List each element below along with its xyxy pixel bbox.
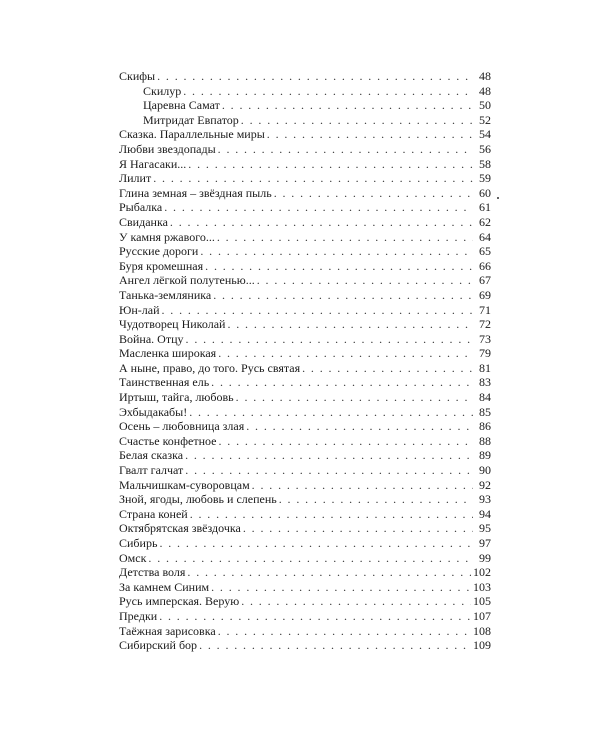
toc-entry-title: Рыбалка [119,200,163,215]
toc-entry-page-number: 69 [479,287,491,302]
toc-entry-page-number: 48 [479,69,491,83]
toc-entry-page-number: 62 [479,214,491,229]
toc-entry-title: Танька-земляника [119,287,212,302]
dot-leader [211,580,471,595]
dot-leader [218,346,473,361]
toc-entry-page-number: 108 [473,623,491,638]
toc-entry [119,624,491,639]
toc-entry-page-number: 85 [479,404,491,419]
toc-entry [119,638,491,653]
toc-entry [119,405,491,420]
toc-entry-title: Скифы [119,69,156,83]
toc-entry-page-number: 50 [479,98,491,113]
toc-entry [119,215,491,230]
dot-leader [188,157,473,172]
toc-entry-page-number: 97 [479,536,491,550]
toc-entry-title: Иртыш, тайга, любовь [119,390,234,405]
toc-entry-title: За камнем Синим [119,579,210,594]
dot-leader [159,536,473,551]
toc-entry [119,303,491,318]
toc-entry-title: Митридат Евпатор [143,112,239,127]
toc-entry [119,127,491,142]
toc-entry-title: Русь имперская. Верую [119,594,240,609]
toc-entry-title: Я Нагасаки... [119,156,187,171]
dot-leader [241,594,471,609]
toc-entry-title: Белая сказка [119,448,184,463]
toc-entry-page-number: 56 [479,141,491,156]
toc-entry-page-number: 86 [479,419,491,434]
dot-leader [222,98,473,113]
dot-leader [186,332,473,347]
toc-entry-title: Война. Отцу [119,331,184,346]
dot-leader [187,565,471,580]
toc-entry [119,434,491,449]
dot-leader [218,142,473,157]
dot-leader [170,215,473,230]
toc-entry-title: Русские дороги [119,244,199,259]
toc-entry-title: Сибирь [119,536,158,550]
toc-entry-title: Октябрятская звёздочка [119,521,241,536]
dot-leader [211,375,473,390]
toc-entry [119,69,491,84]
dot-leader [257,273,473,288]
toc-entry-page-number: 60 [479,185,491,200]
toc-entry-page-number: 103 [473,579,491,594]
toc-entry-title: Осень – любовница злая [119,419,245,434]
toc-entry-page-number: 109 [473,638,491,653]
toc-entry-page-number: 105 [473,594,491,609]
dot-leader [267,127,473,142]
toc-entry-page-number: 54 [479,127,491,142]
dot-leader [162,303,474,318]
print-speck [497,197,499,199]
dot-leader [185,448,473,463]
toc-subentry [119,84,491,99]
toc-entry-title: Страна коней [119,506,188,521]
toc-entry-title: Буря кромешная [119,258,204,273]
toc-entry [119,317,491,332]
toc-entry-page-number: 89 [479,448,491,463]
dot-leader [218,624,471,639]
toc-entry-title: Ангел лёгкой полутенью... [119,273,255,288]
toc-entry-title: Любви звездопады [119,141,216,156]
toc-entry [119,492,491,507]
table-of-contents [119,69,491,653]
toc-entry-title: Эхбыдакабы! [119,404,188,419]
toc-entry-page-number: 88 [479,433,491,448]
dot-leader [205,259,473,274]
toc-entry-title: Чудотворец Николай [119,317,226,332]
toc-entry-page-number: 90 [479,463,491,478]
toc-entry-page-number: 48 [479,83,491,98]
toc-entry [119,361,491,376]
dot-leader [279,492,473,507]
toc-entry-page-number: 99 [479,550,491,565]
toc-entry [119,186,491,201]
dot-leader [190,507,473,522]
toc-entry [119,390,491,405]
dot-leader [189,405,473,420]
toc-entry [119,463,491,478]
toc-entry-page-number: 84 [479,390,491,405]
toc-entry [119,478,491,493]
dot-leader [213,288,473,303]
toc-entry-page-number: 83 [479,375,491,390]
toc-entry [119,507,491,522]
toc-entry-page-number: 102 [473,565,491,580]
toc-entry-page-number: 81 [479,360,491,375]
toc-entry-title: Царевна Самат [143,98,220,113]
toc-entry [119,594,491,609]
toc-entry-title: Свиданка [119,214,168,229]
toc-entry-title: Таинственная ель [119,375,210,390]
toc-entry [119,565,491,580]
toc-entry-title: Зной, ягоды, любовь и слепень [119,492,277,507]
dot-leader [157,69,473,84]
toc-entry [119,536,491,551]
toc-entry [119,551,491,566]
dot-leader [227,317,473,332]
toc-entry [119,259,491,274]
toc-entry-page-number: 94 [479,506,491,521]
toc-entry-title: Сказка. Параллельные миры [119,127,265,142]
dot-leader [200,244,473,259]
toc-entry-page-number: 67 [479,273,491,288]
toc-entry-title: Юн-лай [119,302,160,317]
toc-entry-title: Сибирский бор [119,638,198,653]
toc-entry-page-number: 79 [479,346,491,361]
toc-entry-page-number: 65 [479,244,491,259]
dot-leader [274,186,473,201]
toc-entry-title: Таёжная зарисовка [119,623,216,638]
toc-entry [119,448,491,463]
dot-leader [159,609,471,624]
dot-leader [164,200,473,215]
toc-entry [119,375,491,390]
dot-leader [217,230,473,245]
toc-entry [119,580,491,595]
dot-leader [185,463,473,478]
toc-entry-page-number: 95 [479,521,491,536]
toc-entry-page-number: 93 [479,492,491,507]
dot-leader [236,390,473,405]
toc-entry-title: Предки [119,608,158,623]
toc-entry-title: Лилит [119,171,152,186]
toc-entry [119,157,491,172]
toc-entry-page-number: 92 [479,477,491,492]
toc-subentry [119,98,491,113]
toc-entry [119,419,491,434]
toc-entry [119,332,491,347]
toc-entry-page-number: 71 [479,302,491,317]
toc-entry-page-number: 59 [479,171,491,186]
toc-entry-title: Гвалт галчат [119,463,184,478]
toc-entry-title: Омск [119,550,147,565]
toc-entry [119,200,491,215]
toc-entry [119,288,491,303]
toc-entry [119,609,491,624]
dot-leader [302,361,473,376]
toc-entry [119,142,491,157]
toc-entry-title: Счастье конфетное [119,433,217,448]
toc-entry-title: Детства воля [119,565,186,580]
toc-entry-title: Глина земная – звёздная пыль [119,185,272,200]
toc-entry [119,171,491,186]
toc-entry [119,230,491,245]
dot-leader [183,84,473,99]
dot-leader [199,638,471,653]
toc-entry-title: А ныне, право, до того. Русь святая [119,360,301,375]
toc-entry-page-number: 52 [479,112,491,127]
toc-entry-title: Мальчишкам-суворовцам [119,477,250,492]
dot-leader [246,419,473,434]
toc-entry-page-number: 72 [479,317,491,332]
toc-subentry [119,113,491,128]
dot-leader [252,478,473,493]
dot-leader [243,521,473,536]
dot-leader [148,551,473,566]
toc-entry [119,521,491,536]
toc-entry-page-number: 73 [479,331,491,346]
toc-entry-page-number: 66 [479,258,491,273]
toc-entry [119,244,491,259]
toc-entry-page-number: 64 [479,229,491,244]
toc-entry-page-number: 107 [473,608,491,623]
toc-entry-title: У камня ржавого... [119,229,215,244]
toc-entry [119,346,491,361]
dot-leader [153,171,473,186]
dot-leader [241,113,473,128]
toc-entry-title: Масленка широкая [119,346,217,361]
toc-entry-page-number: 61 [479,200,491,215]
toc-entry-title: Скилур [143,83,182,98]
toc-entry-page-number: 58 [479,156,491,171]
dot-leader [218,434,473,449]
toc-entry [119,273,491,288]
